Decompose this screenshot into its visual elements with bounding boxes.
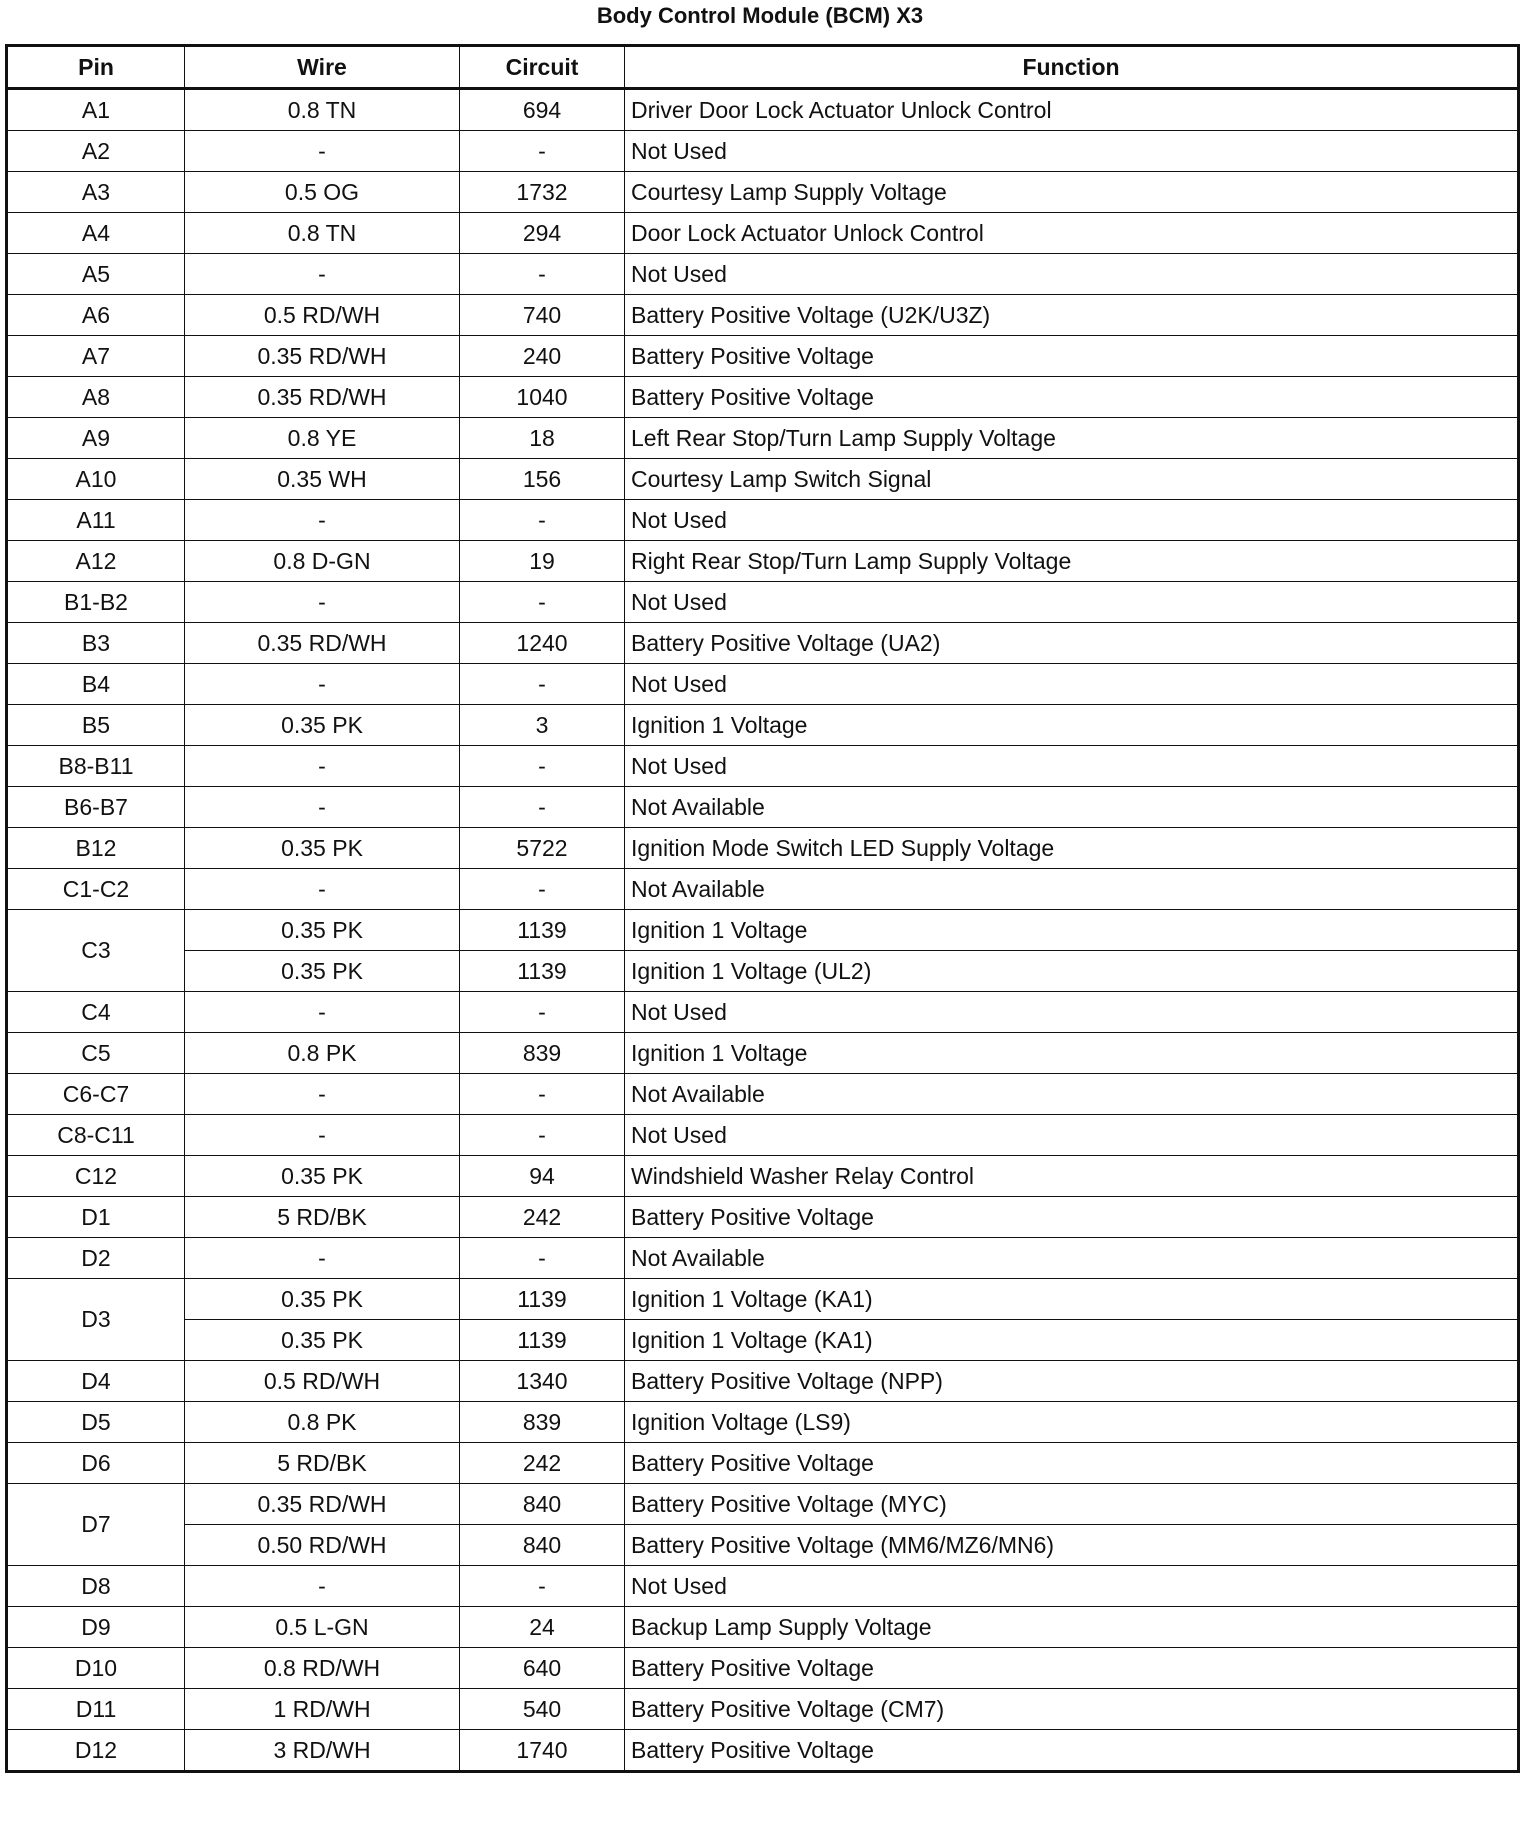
wire-cell: 0.8 TN [185,89,460,131]
function-cell: Not Used [625,131,1519,172]
pin-cell: D7 [7,1484,185,1566]
wire-cell: 5 RD/BK [185,1197,460,1238]
table-row [7,254,1519,295]
function-cell: Not Used [625,1566,1519,1607]
circuit-cell: 3 [460,705,625,746]
function-cell: Battery Positive Voltage (CM7) [625,1689,1519,1730]
wire-cell: - [185,254,460,295]
function-cell: Battery Positive Voltage (U2K/U3Z) [625,295,1519,336]
circuit-cell: 840 [460,1484,625,1525]
table-row [7,459,1519,500]
function-cell: Battery Positive Voltage [625,1443,1519,1484]
pin-cell: B6-B7 [7,787,185,828]
function-cell: Ignition 1 Voltage (KA1) [625,1320,1519,1361]
table-row [7,664,1519,705]
circuit-cell: 18 [460,418,625,459]
wire-cell: 0.35 PK [185,951,460,992]
pin-cell: A3 [7,172,185,213]
pin-cell: D11 [7,1689,185,1730]
function-cell: Right Rear Stop/Turn Lamp Supply Voltage [625,541,1519,582]
circuit-cell: 24 [460,1607,625,1648]
function-cell: Battery Positive Voltage (UA2) [625,623,1519,664]
wire-cell: 0.35 PK [185,705,460,746]
pin-cell: A6 [7,295,185,336]
circuit-cell: - [460,746,625,787]
wire-cell: 0.35 PK [185,828,460,869]
wire-cell: 0.8 D-GN [185,541,460,582]
pin-cell: C1-C2 [7,869,185,910]
function-cell: Battery Positive Voltage [625,336,1519,377]
function-cell: Ignition 1 Voltage [625,1033,1519,1074]
pin-cell: B4 [7,664,185,705]
table-header-row [7,46,1519,89]
table-row [7,1033,1519,1074]
wire-cell: 0.5 RD/WH [185,1361,460,1402]
table-row [7,1525,1519,1566]
circuit-cell: 1139 [460,1279,625,1320]
pin-cell: A4 [7,213,185,254]
table-row [7,992,1519,1033]
table-row [7,213,1519,254]
circuit-cell: - [460,992,625,1033]
circuit-cell: - [460,1566,625,1607]
function-cell: Battery Positive Voltage [625,377,1519,418]
function-cell: Battery Positive Voltage (MM6/MZ6/MN6) [625,1525,1519,1566]
wire-cell: - [185,787,460,828]
circuit-cell: 1139 [460,910,625,951]
function-cell: Not Available [625,1238,1519,1279]
pin-cell: D9 [7,1607,185,1648]
header-function: Function [625,46,1519,89]
circuit-cell: 839 [460,1033,625,1074]
table-row [7,1607,1519,1648]
table-row [7,1484,1519,1525]
wire-cell: 0.8 PK [185,1402,460,1443]
wire-cell: - [185,582,460,623]
wire-cell: 0.35 RD/WH [185,623,460,664]
function-cell: Ignition 1 Voltage [625,705,1519,746]
wire-cell: 0.35 RD/WH [185,377,460,418]
table-row [7,1074,1519,1115]
table-row [7,746,1519,787]
function-cell: Not Used [625,582,1519,623]
circuit-cell: - [460,254,625,295]
pin-cell: A5 [7,254,185,295]
pin-cell: D10 [7,1648,185,1689]
function-cell: Courtesy Lamp Switch Signal [625,459,1519,500]
function-cell: Not Used [625,992,1519,1033]
circuit-cell: 740 [460,295,625,336]
table-row [7,295,1519,336]
table-row [7,1279,1519,1320]
pin-cell: A2 [7,131,185,172]
function-cell: Battery Positive Voltage [625,1197,1519,1238]
table-row [7,1156,1519,1197]
pin-cell: D6 [7,1443,185,1484]
function-cell: Battery Positive Voltage [625,1730,1519,1772]
circuit-cell: 1340 [460,1361,625,1402]
wire-cell: - [185,1074,460,1115]
pin-cell: C3 [7,910,185,992]
circuit-cell: 1139 [460,951,625,992]
pin-cell: B3 [7,623,185,664]
pin-cell: A10 [7,459,185,500]
pin-cell: A9 [7,418,185,459]
function-cell: Not Used [625,746,1519,787]
wire-cell: 3 RD/WH [185,1730,460,1772]
page-title: Body Control Module (BCM) X3 [596,3,924,28]
table-row [7,377,1519,418]
circuit-cell: - [460,869,625,910]
table-row [7,582,1519,623]
circuit-cell: - [460,1238,625,1279]
circuit-cell: 1740 [460,1730,625,1772]
function-cell: Not Used [625,664,1519,705]
pin-cell: A12 [7,541,185,582]
wire-cell: - [185,1566,460,1607]
circuit-cell: 1139 [460,1320,625,1361]
pin-cell: A11 [7,500,185,541]
pin-cell: D3 [7,1279,185,1361]
pin-cell: D8 [7,1566,185,1607]
circuit-cell: 94 [460,1156,625,1197]
wire-cell: 5 RD/BK [185,1443,460,1484]
header-circuit: Circuit [460,46,625,89]
function-cell: Left Rear Stop/Turn Lamp Supply Voltage [625,418,1519,459]
table-row [7,1320,1519,1361]
circuit-cell: - [460,582,625,623]
wire-cell: 0.35 PK [185,1156,460,1197]
wire-cell: 0.35 WH [185,459,460,500]
circuit-cell: - [460,664,625,705]
function-cell: Not Used [625,500,1519,541]
circuit-cell: - [460,131,625,172]
function-cell: Door Lock Actuator Unlock Control [625,213,1519,254]
table-row [7,1443,1519,1484]
pin-cell: C5 [7,1033,185,1074]
circuit-cell: 1040 [460,377,625,418]
wire-cell: - [185,500,460,541]
circuit-cell: - [460,1074,625,1115]
pin-cell: B1-B2 [7,582,185,623]
table-row [7,910,1519,951]
wire-cell: 0.35 RD/WH [185,1484,460,1525]
function-cell: Not Used [625,1115,1519,1156]
table-row [7,1566,1519,1607]
wire-cell: - [185,869,460,910]
pin-cell: B12 [7,828,185,869]
table-row [7,1648,1519,1689]
circuit-cell: 156 [460,459,625,500]
pin-cell: A8 [7,377,185,418]
wire-cell: 0.35 PK [185,910,460,951]
wire-cell: 0.5 RD/WH [185,295,460,336]
table-row [7,172,1519,213]
wire-cell: 0.35 PK [185,1279,460,1320]
circuit-cell: 294 [460,213,625,254]
function-cell: Ignition 1 Voltage (KA1) [625,1279,1519,1320]
function-cell: Battery Positive Voltage (NPP) [625,1361,1519,1402]
pin-cell: D1 [7,1197,185,1238]
pin-cell: A7 [7,336,185,377]
table-row [7,131,1519,172]
wire-cell: - [185,1115,460,1156]
circuit-cell: - [460,1115,625,1156]
table-row [7,418,1519,459]
table-row [7,787,1519,828]
circuit-cell: 5722 [460,828,625,869]
pin-cell: B8-B11 [7,746,185,787]
table-row [7,1115,1519,1156]
wire-cell: - [185,1238,460,1279]
circuit-cell: 1732 [460,172,625,213]
table-row [7,1730,1519,1772]
function-cell: Driver Door Lock Actuator Unlock Control [625,89,1519,131]
table-row [7,828,1519,869]
function-cell: Backup Lamp Supply Voltage [625,1607,1519,1648]
wire-cell: 0.8 TN [185,213,460,254]
pin-cell: C4 [7,992,185,1033]
table-row [7,869,1519,910]
table-row [7,336,1519,377]
wire-cell: 0.35 PK [185,1320,460,1361]
pin-cell: A1 [7,89,185,131]
circuit-cell: 240 [460,336,625,377]
function-cell: Ignition Voltage (LS9) [625,1402,1519,1443]
pin-cell: C12 [7,1156,185,1197]
circuit-cell: 1240 [460,623,625,664]
function-cell: Not Available [625,787,1519,828]
function-cell: Not Available [625,869,1519,910]
table-row [7,951,1519,992]
pin-cell: D4 [7,1361,185,1402]
wire-cell: 0.35 RD/WH [185,336,460,377]
wire-cell: 1 RD/WH [185,1689,460,1730]
table-row [7,1197,1519,1238]
function-cell: Battery Positive Voltage (MYC) [625,1484,1519,1525]
wire-cell: - [185,746,460,787]
connector-pin-table [5,44,1520,1773]
circuit-cell: 694 [460,89,625,131]
pin-cell: D2 [7,1238,185,1279]
circuit-cell: 839 [460,1402,625,1443]
function-cell: Ignition 1 Voltage [625,910,1519,951]
pin-cell: D5 [7,1402,185,1443]
table-row [7,500,1519,541]
header-wire: Wire [185,46,460,89]
function-cell: Not Used [625,254,1519,295]
wire-cell: 0.8 RD/WH [185,1648,460,1689]
wire-cell: 0.50 RD/WH [185,1525,460,1566]
circuit-cell: 640 [460,1648,625,1689]
wire-cell: - [185,992,460,1033]
circuit-cell: 540 [460,1689,625,1730]
header-pin: Pin [7,46,185,89]
circuit-cell: - [460,787,625,828]
wire-cell: - [185,131,460,172]
circuit-cell: 242 [460,1443,625,1484]
table-row [7,1361,1519,1402]
wire-cell: 0.5 L-GN [185,1607,460,1648]
table-row [7,1238,1519,1279]
table-row [7,1689,1519,1730]
circuit-cell: 19 [460,541,625,582]
table-row [7,89,1519,131]
table-row [7,705,1519,746]
function-cell: Courtesy Lamp Supply Voltage [625,172,1519,213]
wire-cell: 0.8 YE [185,418,460,459]
table-row [7,1402,1519,1443]
wire-cell: 0.5 OG [185,172,460,213]
function-cell: Battery Positive Voltage [625,1648,1519,1689]
table-body [7,89,1519,1772]
function-cell: Windshield Washer Relay Control [625,1156,1519,1197]
function-cell: Ignition Mode Switch LED Supply Voltage [625,828,1519,869]
pin-cell: B5 [7,705,185,746]
circuit-cell: 242 [460,1197,625,1238]
function-cell: Not Available [625,1074,1519,1115]
wire-cell: 0.8 PK [185,1033,460,1074]
table-row [7,623,1519,664]
table-row [7,541,1519,582]
circuit-cell: 840 [460,1525,625,1566]
pin-cell: D12 [7,1730,185,1772]
pin-cell: C8-C11 [7,1115,185,1156]
wire-cell: - [185,664,460,705]
circuit-cell: - [460,500,625,541]
pin-cell: C6-C7 [7,1074,185,1115]
function-cell: Ignition 1 Voltage (UL2) [625,951,1519,992]
